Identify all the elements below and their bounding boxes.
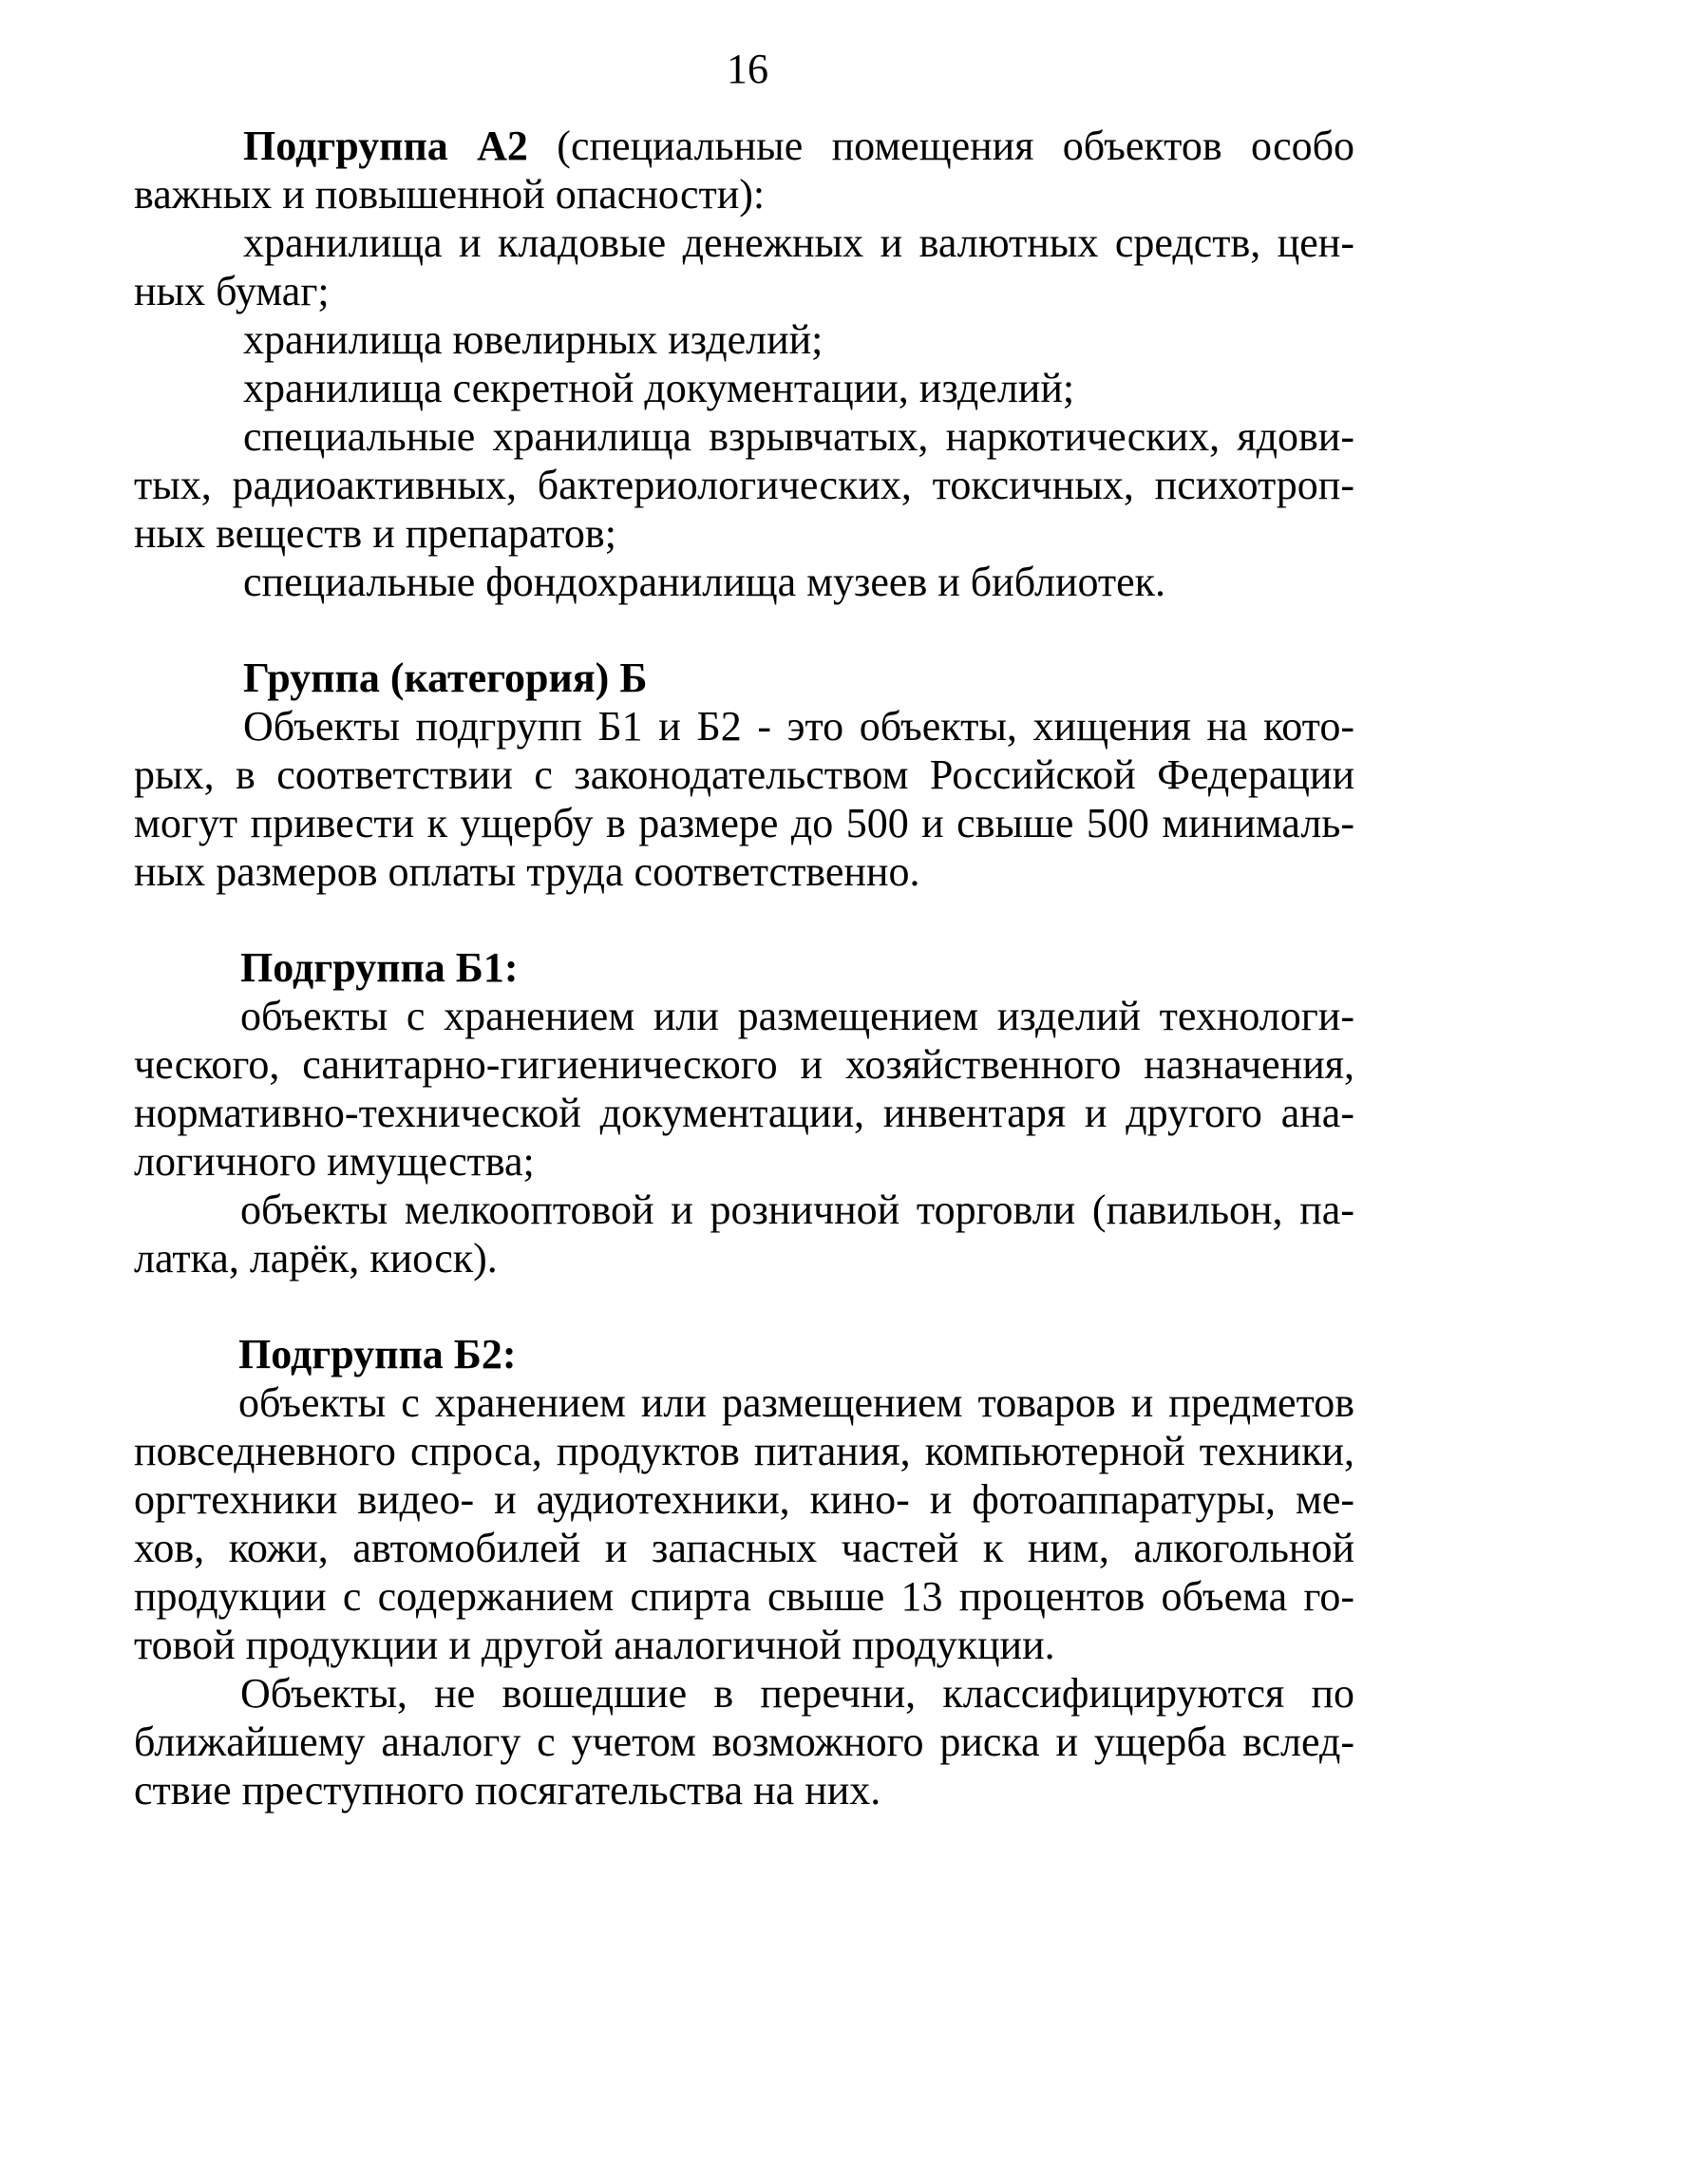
b-heading: Группа (категория) Б bbox=[243, 655, 648, 701]
b2-text-line: хов, кожи, автомобилей и запасных частей к ним, алкогольной bbox=[134, 1525, 1354, 1571]
a2-intro-line-2: важных и повышенной опасности): bbox=[134, 171, 766, 218]
a2-list-line: ных веществ и препаратов; bbox=[134, 510, 616, 557]
a2-list-line: ных бумаг; bbox=[134, 268, 330, 314]
closing-text-line: ближайшему аналогу с учетом возможного риска и ущерба вслед- bbox=[134, 1719, 1354, 1765]
document-body bbox=[134, 122, 1354, 1814]
b1-text-line: ческого, санитарно-гигиенического и хозяйственного назначения, bbox=[134, 1041, 1354, 1088]
b2-text-line: повседневного спроса, продуктов питания, компьютерной техники, bbox=[134, 1428, 1354, 1474]
b1-text-line: латка, ларёк, киоск). bbox=[134, 1235, 498, 1282]
section-gap bbox=[134, 896, 1354, 943]
b1-text-line: логичного имущества; bbox=[134, 1138, 535, 1185]
section-gap bbox=[134, 606, 1354, 654]
a2-list-line: хранилища секретной документации, изделий; bbox=[243, 365, 1075, 411]
a2-list-line: хранилища ювелирных изделий; bbox=[243, 316, 824, 363]
a2-intro-line bbox=[134, 122, 1354, 170]
b2-text-line: товой продукции и другой аналогичной продукции. bbox=[134, 1622, 1055, 1668]
b-text-line: Объекты подгрупп Б1 и Б2 - это объекты, хищения на кото- bbox=[243, 703, 1354, 750]
a2-list-line: специальные фондохранилища музеев и библиотек. bbox=[243, 559, 1166, 605]
b1-text-line: объекты с хранением или размещением изделий технологи- bbox=[240, 993, 1354, 1039]
a2-heading: Подгруппа А2 bbox=[243, 123, 528, 169]
closing-text-line: ствие преступного посягательства на них. bbox=[134, 1767, 881, 1814]
section-gap bbox=[134, 1282, 1354, 1330]
b-text-line: рых, в соответствии с законодательством Российской Федерации bbox=[134, 751, 1354, 798]
page-number: 16 bbox=[727, 46, 768, 92]
b2-heading: Подгруппа Б2: bbox=[238, 1331, 517, 1377]
b2-text-line: оргтехники видео- и аудиотехники, кино- и фотоаппаратуры, ме- bbox=[134, 1476, 1354, 1523]
a2-list-line: хранилища и кладовые денежных и валютных средств, цен- bbox=[243, 219, 1354, 266]
b-text-line: могут привести к ущербу в размере до 500 и свыше 500 минималь- bbox=[134, 800, 1354, 846]
b1-text-line: нормативно-технической документации, инвентаря и другого ана- bbox=[134, 1090, 1354, 1136]
b2-text-line: объекты с хранением или размещением товаров и предметов bbox=[238, 1379, 1354, 1426]
closing-text-line: Объекты, не вошедшие в перечни, классифицируются по bbox=[240, 1670, 1354, 1717]
b1-heading: Подгруппа Б1: bbox=[240, 944, 519, 991]
b-text-line: ных размеров оплаты труда соответственно. bbox=[134, 848, 920, 895]
a2-intro-rest: (специальные помещения объектов особо bbox=[527, 123, 1354, 169]
a2-list-line: тых, радиоактивных, бактериологических, токсичных, психотроп- bbox=[134, 462, 1354, 508]
b2-text-line: продукции с содержанием спирта свыше 13 процентов объема го- bbox=[134, 1573, 1354, 1620]
a2-list-line: специальные хранилища взрывчатых, наркотических, ядови- bbox=[243, 413, 1354, 460]
b1-text-line: объекты мелкооптовой и розничной торговли (павильон, па- bbox=[240, 1187, 1354, 1233]
